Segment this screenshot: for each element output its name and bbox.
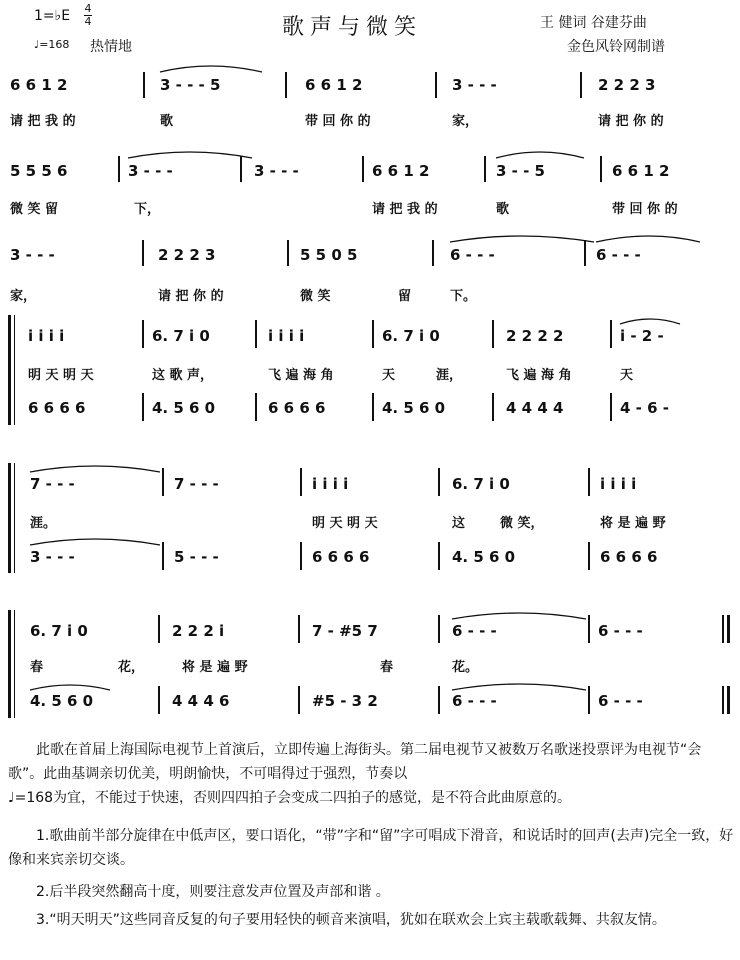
row6-lower5: 6 - - - — [598, 692, 643, 710]
row4-lyric4: 天 — [382, 368, 396, 383]
time-signature: 4 4 — [84, 2, 92, 28]
row1-lyric5: 请 把 你 的 — [598, 114, 664, 129]
row1-measure2: 3 - - - 5 — [160, 76, 221, 94]
row1-measure3: 6 6 1 2 — [305, 76, 363, 94]
row4-lyric3: 飞 遍 海 角 — [268, 368, 334, 383]
note-paragraph-3: 2.后半段突然翻高十度，则要注意发声位置及声部和谐 。 — [36, 884, 390, 900]
row5-lyric1: 涯。 — [30, 516, 57, 531]
row5-lower4: 4. 5 6 0 — [452, 548, 516, 566]
row6-lower1: 4. 5 6 0 — [30, 692, 94, 710]
row6-upper1: 6. 7 i 0 — [30, 622, 88, 640]
row4-lower5: 4 4 4 4 — [506, 399, 564, 417]
row4-upper1: i i i i — [28, 327, 65, 345]
row3-measure4: 6 - - - — [450, 246, 495, 264]
row3-lyric4: 留 — [398, 289, 412, 304]
row5-lower1: 3 - - - — [30, 548, 75, 566]
row1-measure1: 6 6 1 2 — [10, 76, 68, 94]
row3-measure5: 6 - - - — [596, 246, 641, 264]
note-paragraph-2: 1.歌曲前半部分旋律在中低声区，要口语化，“带”字和“留”字可唱成下滑音，和说话时的回声(去声)完全一致，好像和来宾亲切交谈。 — [8, 828, 734, 868]
note-paragraph-4: 3.“明天明天”这些同音反复的句子要用轻快的顿音来演唱，犹如在联欢会上宾主载歌载舞、共叙友情。 — [36, 912, 666, 928]
row5-lower3: 6 6 6 6 — [312, 548, 370, 566]
row1-measure5: 2 2 2 3 — [598, 76, 656, 94]
row3-measure2: 2 2 2 3 — [158, 246, 216, 264]
row5-upper4: 6. 7 i 0 — [452, 475, 510, 493]
row6-lyric3: 将 是 遍 野 — [182, 660, 248, 675]
row4-lyric7: 天 — [620, 368, 634, 383]
row6-lower3: #5 - 3 2 — [312, 692, 378, 710]
row3-measure1: 3 - - - — [10, 246, 55, 264]
row1-measure4: 3 - - - — [452, 76, 497, 94]
row4-lyric6: 飞 遍 海 角 — [506, 368, 572, 383]
mood: 热情地 — [90, 39, 132, 55]
producer: 金色风铃网制谱 — [567, 39, 665, 55]
row4-lyric2: 这 歌 声， — [152, 368, 214, 383]
row5-upper3: i i i i — [312, 475, 349, 493]
row4-lower1: 6 6 6 6 — [28, 399, 86, 417]
row6-upper3: 7 - #5 7 — [312, 622, 378, 640]
row3-lyric2: 请 把 你 的 — [158, 289, 224, 304]
row3-lyric5: 下。 — [450, 289, 477, 304]
key-signature: 1=♭E — [34, 8, 71, 24]
row2-measure3: 3 - - - — [254, 162, 299, 180]
row2-lyric6: 带 回 你 的 — [612, 202, 678, 217]
row1-lyric2: 歌 — [160, 114, 174, 129]
note-paragraph-1: 此歌在首届上海国际电视节上首演后，立即传遍上海街头。第二届电视节又被数万名歌迷投票评为电视节“会歌”。此曲基调亲切优美，明朗愉快，不可唱得过于强烈，节奏以 — [8, 742, 702, 782]
row4-lower2: 4. 5 6 0 — [152, 399, 216, 417]
row5-lyric2: 明 天 明 天 — [312, 516, 378, 531]
note-paragraph-1b: ♩=168为宜，不能过于快速，否则四四拍子会变成二四拍子的感觉，是不符合此曲原意的。 — [8, 790, 572, 806]
row4-lyric5: 涯， — [436, 368, 463, 383]
row6-upper2: 2 2 2 i — [172, 622, 225, 640]
row4-lower3: 6 6 6 6 — [268, 399, 326, 417]
row5-lyric4: 微 笑， — [500, 516, 544, 531]
row6-upper5: 6 - - - — [598, 622, 643, 640]
row2-measure4: 6 6 1 2 — [372, 162, 430, 180]
row3-lyric3: 微 笑 — [300, 289, 331, 304]
row5-lower5: 6 6 6 6 — [600, 548, 658, 566]
row2-measure6: 6 6 1 2 — [612, 162, 670, 180]
row4-upper4: 6. 7 i 0 — [382, 327, 440, 345]
row2-lyric5: 歌 — [496, 202, 510, 217]
row2-lyric1: 微 笑 留 — [10, 202, 59, 217]
row2-lyric2: 下， — [134, 202, 161, 217]
row4-lyric1: 明 天 明 天 — [28, 368, 94, 383]
row6-lower2: 4 4 4 6 — [172, 692, 230, 710]
row6-lyric4: 春 — [380, 660, 394, 675]
row6-upper4: 6 - - - — [452, 622, 497, 640]
row6-lower4: 6 - - - — [452, 692, 497, 710]
row2-measure5: 3 - - 5 — [496, 162, 545, 180]
row2-measure2: 3 - - - — [128, 162, 173, 180]
row2-measure1: 5 5 5 6 — [10, 162, 68, 180]
row5-lyric5: 将 是 遍 野 — [600, 516, 666, 531]
row5-upper1: 7 - - - — [30, 475, 75, 493]
row4-upper2: 6. 7 i 0 — [152, 327, 210, 345]
row4-upper3: i i i i — [268, 327, 305, 345]
row1-lyric1: 请 把 我 的 — [10, 114, 76, 129]
row4-lower4: 4. 5 6 0 — [382, 399, 446, 417]
row3-measure3: 5 5 0 5 — [300, 246, 358, 264]
row2-lyric4: 请 把 我 的 — [372, 202, 438, 217]
row4-upper5: 2 2 2 2 — [506, 327, 564, 345]
credits: 王 健词 谷建芬曲 — [540, 15, 647, 31]
tempo: ♩=168 — [34, 38, 70, 51]
row5-upper5: i i i i — [600, 475, 637, 493]
row5-upper2: 7 - - - — [174, 475, 219, 493]
row3-lyric1: 家， — [10, 289, 37, 304]
row1-lyric4: 家， — [452, 114, 479, 129]
row5-lyric3: 这 — [452, 516, 466, 531]
row5-lower2: 5 - - - — [174, 548, 219, 566]
row6-lyric5: 花。 — [452, 660, 479, 675]
row6-lyric1: 春 — [30, 660, 44, 675]
row1-lyric3: 带 回 你 的 — [305, 114, 371, 129]
page-title: 歌声与微笑 — [282, 15, 423, 40]
row6-lyric2: 花， — [118, 660, 145, 675]
row4-lower6: 4 - 6 - — [620, 399, 669, 417]
row4-upper6: i - 2 - — [620, 327, 664, 345]
